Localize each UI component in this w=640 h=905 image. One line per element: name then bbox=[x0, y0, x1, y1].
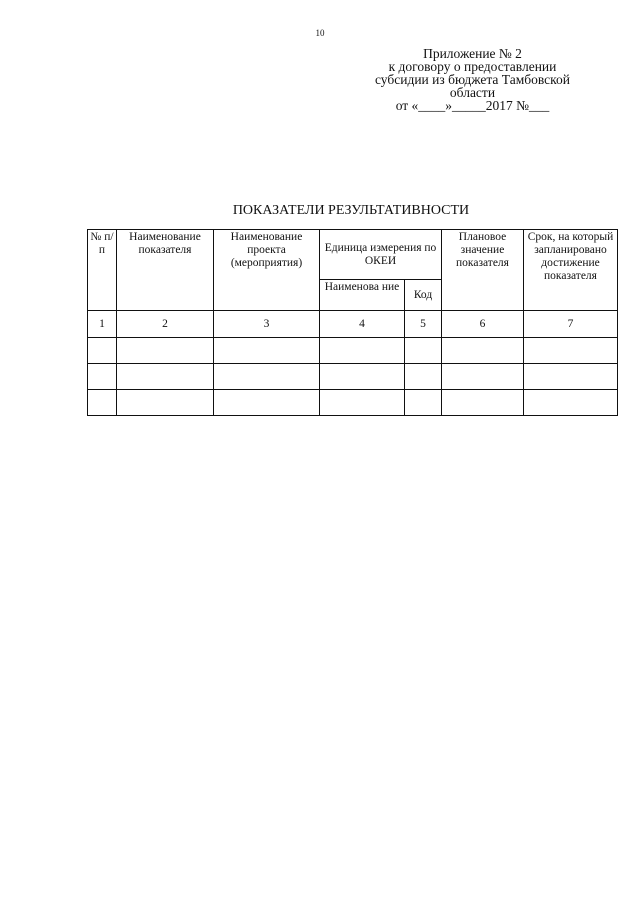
table-row bbox=[88, 338, 618, 364]
column-number-row bbox=[88, 311, 618, 338]
table-cell bbox=[117, 338, 214, 364]
header-unit: Единица измерения по ОКЕИ bbox=[320, 230, 442, 280]
column-number: 4 bbox=[320, 311, 405, 338]
column-number: 2 bbox=[117, 311, 214, 338]
column-number: 6 bbox=[442, 311, 524, 338]
table-cell bbox=[405, 390, 442, 416]
header-project-name: Наименование проекта (мероприятия) bbox=[214, 230, 320, 311]
table-cell bbox=[442, 390, 524, 416]
table-cell bbox=[88, 390, 117, 416]
column-number: 5 bbox=[405, 311, 442, 338]
header-indicator-name: Наименование показателя bbox=[117, 230, 214, 311]
appendix-line: к договору о предоставлении bbox=[388, 59, 557, 74]
header-unit-name: Наименова ние bbox=[320, 280, 405, 311]
table-row bbox=[88, 390, 618, 416]
table-cell bbox=[88, 364, 117, 390]
table-cell bbox=[88, 338, 117, 364]
appendix-block bbox=[360, 47, 585, 112]
table-cell bbox=[405, 338, 442, 364]
header-deadline: Срок, на который запланировано достижение показателя bbox=[524, 230, 618, 311]
appendix-line: Приложение № 2 bbox=[423, 46, 522, 61]
table-cell bbox=[214, 338, 320, 364]
table-cell bbox=[442, 338, 524, 364]
appendix-line: субсидии из бюджета Тамбовской bbox=[374, 72, 570, 87]
table-cell bbox=[214, 390, 320, 416]
column-number: 3 bbox=[214, 311, 320, 338]
header-planned-value: Плановое значение показателя bbox=[442, 230, 524, 311]
table-cell bbox=[117, 364, 214, 390]
table-cell bbox=[214, 364, 320, 390]
table-cell bbox=[405, 364, 442, 390]
appendix-line: области bbox=[449, 85, 496, 100]
table-row bbox=[88, 364, 618, 390]
table-cell bbox=[320, 338, 405, 364]
header-num: № п/п bbox=[88, 230, 117, 311]
table-cell bbox=[320, 390, 405, 416]
column-number: 1 bbox=[88, 311, 117, 338]
table-cell bbox=[117, 390, 214, 416]
page-number: 10 bbox=[315, 28, 325, 38]
header-unit-code: Код bbox=[405, 280, 442, 311]
results-table bbox=[87, 229, 618, 416]
table-cell bbox=[524, 364, 618, 390]
table-cell bbox=[524, 390, 618, 416]
table-cell bbox=[524, 338, 618, 364]
table-cell bbox=[320, 364, 405, 390]
appendix-date-line: от «____»_____2017 №___ bbox=[395, 98, 550, 113]
document-title: ПОКАЗАТЕЛИ РЕЗУЛЬТАТИВНОСТИ bbox=[232, 203, 470, 218]
column-number: 7 bbox=[524, 311, 618, 338]
table-cell bbox=[442, 364, 524, 390]
